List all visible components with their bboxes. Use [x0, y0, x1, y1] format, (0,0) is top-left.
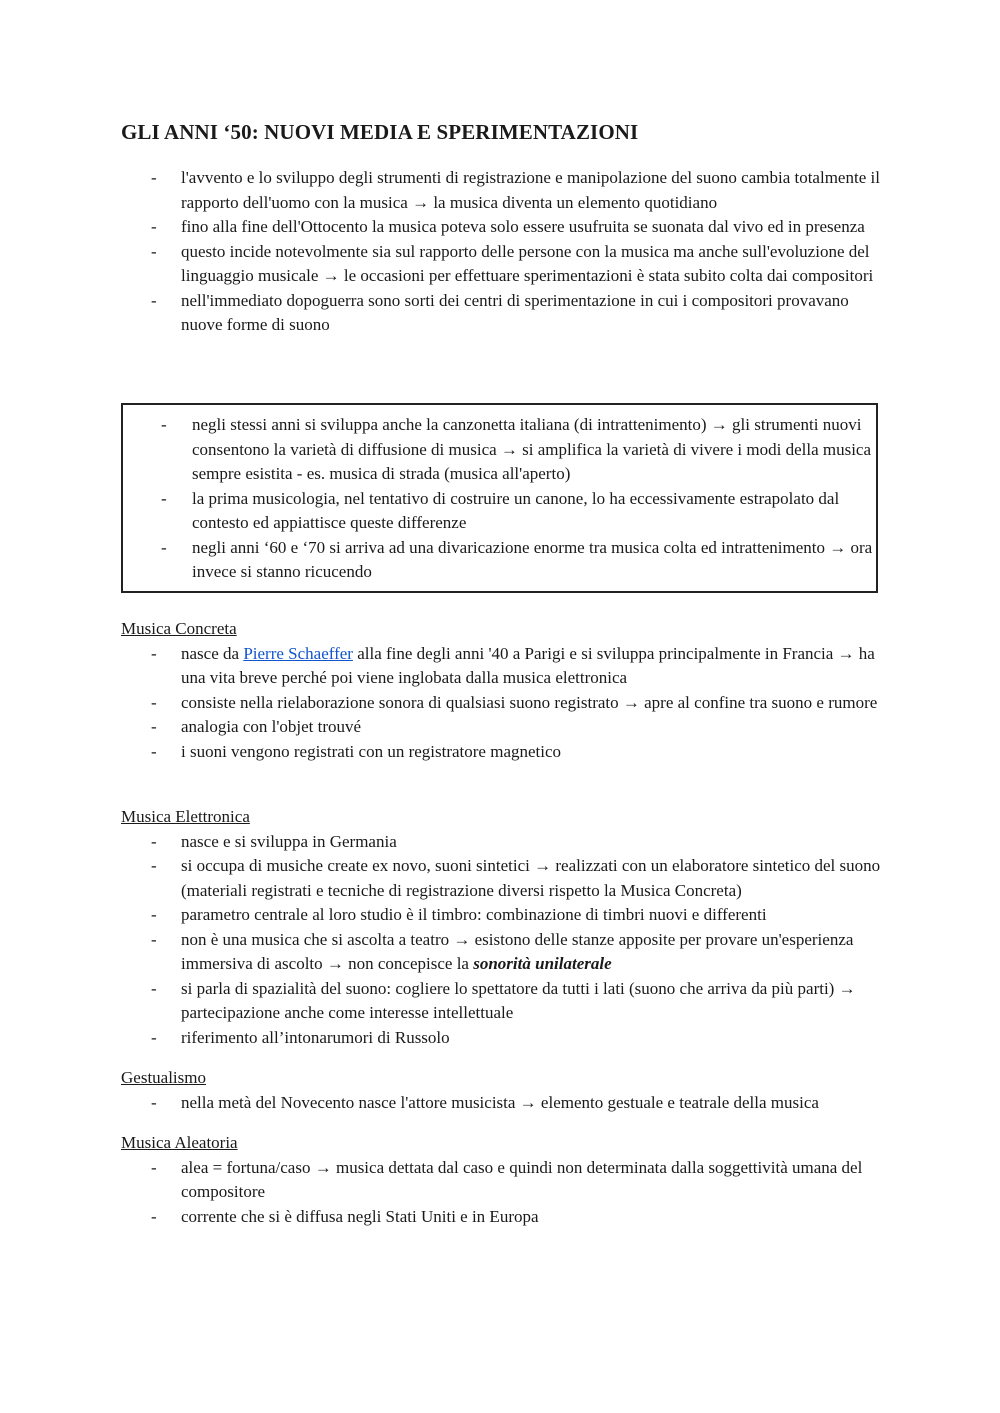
section-musica-elettronica	[121, 805, 881, 1050]
list-item: - questo incide notevolmente sia sul rapporto delle persone con la musica ma anche sull'evoluzione del linguaggio musicale → le occasioni per effettuare sperimentazioni è stata subito colta dai compositori	[121, 240, 881, 289]
list-item: - negli stessi anni si sviluppa anche la canzonetta italiana (di intrattenimento) → gli strumenti nuovi consentono la varietà di diffusione di musica → si amplifica la varietà di vivere i modi della musica sempre esistita - es. musica di strada (musica all'aperto)	[133, 413, 873, 487]
section-heading: Musica Aleatoria	[121, 1133, 238, 1152]
section-gestualismo	[121, 1066, 881, 1115]
list-item: - nella metà del Novecento nasce l'attore musicista → elemento gestuale e teatrale della musica	[121, 1091, 881, 1116]
list-item: - analogia con l'objet trouvé	[121, 715, 881, 740]
list-item	[121, 928, 881, 977]
section-heading: Musica Concreta	[121, 619, 237, 638]
boxed-note	[121, 403, 878, 593]
boxed-list	[133, 413, 873, 585]
emphasized-term: sonorità unilaterale	[473, 954, 612, 973]
list-item-text: nasce da	[181, 643, 244, 663]
pierre-schaeffer-link[interactable]: Pierre Schaeffer	[243, 643, 353, 663]
section-list	[121, 642, 881, 765]
list-item: - parametro centrale al loro studio è il timbro: combinazione di timbri nuovi e differenti	[121, 903, 881, 928]
list-item-text: alla fine degli anni '40 a Parigi e si sviluppa principalmente in Francia → ha una vita breve perché poi viene inglobata dalla musica elettronica	[181, 643, 875, 687]
section-list	[121, 1091, 881, 1116]
list-item: - la prima musicologia, nel tentativo di costruire un canone, lo ha eccessivamente estrapolato dal contesto ed appiattisce queste differenze	[133, 487, 873, 536]
section-musica-aleatoria	[121, 1131, 881, 1229]
list-item: - fino alla fine dell'Ottocento la musica poteva solo essere usufruita se suonata dal vivo ed in presenza	[121, 215, 881, 240]
list-item: - alea = fortuna/caso → musica dettata dal caso e quindi non determinata dalla soggettività umana del compositore	[121, 1156, 881, 1205]
list-item: - riferimento all’intonarumori di Russolo	[121, 1026, 881, 1051]
list-item: - si occupa di musiche create ex novo, suoni sintetici → realizzati con un elaboratore sintetico del suono (materiali registrati e tecniche di registrazione diversi rispetto la Musica Concreta)	[121, 854, 881, 903]
list-item: - consiste nella rielaborazione sonora di qualsiasi suono registrato → apre al confine tra suono e rumore	[121, 691, 881, 716]
intro-list	[121, 166, 881, 338]
section-heading: Gestualismo	[121, 1068, 206, 1087]
list-item	[121, 642, 881, 691]
section-list	[121, 830, 881, 1051]
list-item: - l'avvento e lo sviluppo degli strumenti di registrazione e manipolazione del suono cambia totalmente il rapporto dell'uomo con la musica → la musica diventa un elemento quotidiano	[121, 166, 881, 215]
list-item: - nasce e si sviluppa in Germania	[121, 830, 881, 855]
list-item: - negli anni ‘60 e ‘70 si arriva ad una divaricazione enorme tra musica colta ed intrattenimento → ora invece si stanno ricucendo	[133, 536, 873, 585]
section-list	[121, 1156, 881, 1230]
list-item: - nell'immediato dopoguerra sono sorti dei centri di sperimentazione in cui i compositori provavano nuove forme di suono	[121, 289, 881, 338]
page-title: GLI ANNI ‘50: NUOVI MEDIA E SPERIMENTAZIONI	[121, 120, 639, 144]
section-musica-concreta	[121, 617, 881, 764]
list-item: - si parla di spazialità del suono: cogliere lo spettatore da tutti i lati (suono che arriva da più parti) → partecipazione anche come interesse intellettuale	[121, 977, 881, 1026]
section-heading: Musica Elettronica	[121, 807, 250, 826]
list-item-text: non è una musica che si ascolta a teatro → esistono delle stanze apposite per provare un'esperienza immersiva di ascolto → non concepisce la	[181, 929, 854, 973]
list-item: - i suoni vengono registrati con un registratore magnetico	[121, 740, 881, 765]
list-item: - corrente che si è diffusa negli Stati Uniti e in Europa	[121, 1205, 881, 1230]
